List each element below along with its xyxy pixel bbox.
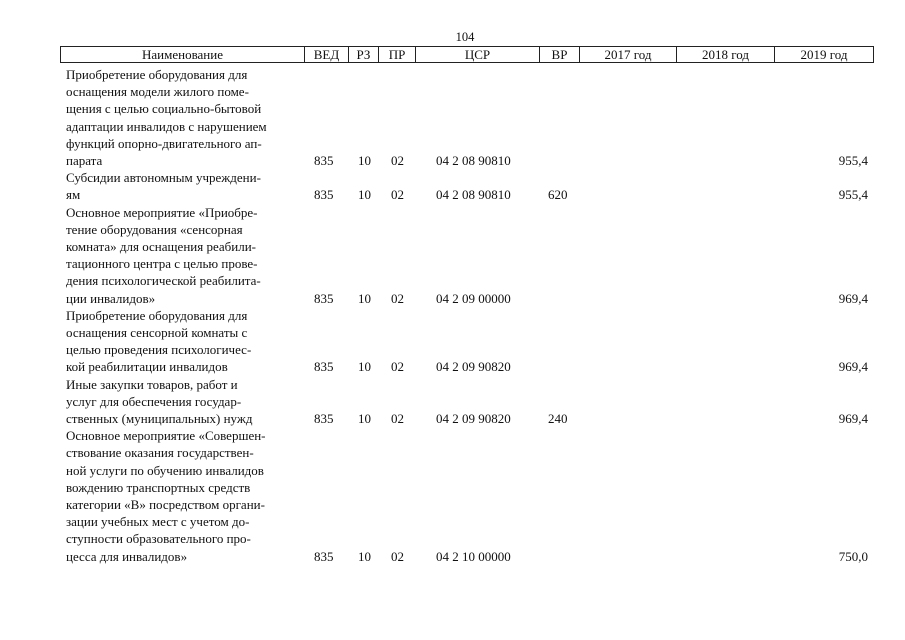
row-name (66, 307, 306, 376)
row-name-line: дения психологической реабилита- (66, 273, 261, 289)
cell-ved: 835 (314, 548, 334, 564)
row-name-line: Субсидии автономным учреждени- (66, 170, 261, 186)
cell-ved: 835 (314, 187, 334, 203)
row-name-line: парата (66, 153, 103, 169)
cell-vr: 240 (548, 410, 568, 426)
cell-ved: 835 (314, 152, 334, 168)
cell-csr: 04 2 09 90820 (436, 359, 511, 375)
row-name (66, 376, 306, 428)
row-name (66, 204, 306, 307)
row-name (66, 66, 306, 169)
header-2019: 2019 год (774, 47, 873, 62)
row-name-line: оснащения модели жилого поме- (66, 84, 249, 100)
table-row (0, 204, 905, 307)
row-name-line: Иные закупки товаров, работ и (66, 376, 238, 392)
cell-2019: 955,4 (838, 152, 868, 168)
row-name-line: адаптации инвалидов с нарушением (66, 118, 267, 134)
row-name-line: тение оборудования «сенсорная (66, 221, 243, 237)
cell-rz: 10 (358, 548, 371, 564)
header-vr: ВР (539, 47, 579, 62)
cell-2019: 955,4 (838, 187, 868, 203)
cell-pr: 02 (391, 548, 404, 564)
row-name-line: услуг для обеспечения государ- (66, 393, 242, 409)
cell-csr: 04 2 09 00000 (436, 290, 511, 306)
row-name-line: Основное мероприятие «Приобре- (66, 204, 258, 220)
row-name-line: ям (66, 187, 81, 203)
page-number: 104 (455, 30, 475, 44)
row-name (66, 169, 306, 203)
cell-pr: 02 (391, 187, 404, 203)
table-row (0, 376, 905, 428)
row-name-line: оснащения сенсорной комнаты с (66, 325, 248, 340)
row-name-line: зации учебных мест с учетом до- (66, 514, 250, 530)
cell-rz: 10 (358, 359, 371, 375)
cell-vr: 620 (548, 187, 568, 203)
table-row (0, 427, 905, 565)
cell-csr: 04 2 08 90810 (436, 152, 511, 168)
cell-pr: 02 (391, 152, 404, 168)
row-name-line: Основное мероприятие «Совершен- (66, 428, 266, 444)
table-row (0, 307, 905, 376)
row-name-line: целью проведения психологичес- (66, 342, 252, 358)
row-name-line: Приобретение оборудования для (66, 307, 248, 323)
cell-2019: 969,4 (838, 359, 868, 375)
cell-rz: 10 (358, 152, 371, 168)
cell-csr: 04 2 08 90810 (436, 187, 511, 203)
table-row (0, 169, 905, 203)
header-rz: РЗ (348, 47, 378, 62)
header-ved: ВЕД (304, 47, 348, 62)
cell-2019: 969,4 (838, 290, 868, 306)
cell-rz: 10 (358, 187, 371, 203)
cell-ved: 835 (314, 359, 334, 375)
row-name-line: тационного центра с целью прове- (66, 256, 258, 272)
cell-csr: 04 2 10 00000 (436, 548, 511, 564)
cell-ved: 835 (314, 290, 334, 306)
cell-pr: 02 (391, 359, 404, 375)
row-name-line: ственных (муниципальных) нужд (66, 411, 253, 426)
table-header (60, 46, 874, 63)
header-pr: ПР (378, 47, 415, 62)
cell-ved: 835 (314, 410, 334, 426)
row-name-line: функций опорно-двигательного ап- (66, 135, 262, 151)
cell-rz: 10 (358, 290, 371, 306)
cell-pr: 02 (391, 410, 404, 426)
table-row (0, 66, 905, 169)
cell-pr: 02 (391, 290, 404, 306)
header-2018: 2018 год (676, 47, 774, 62)
row-name-line: ступности образовательного про- (66, 531, 251, 547)
row-name-line: ной услуги по обучению инвалидов (66, 462, 264, 478)
cell-2019: 750,0 (838, 548, 868, 564)
row-name-line: комната» для оснащения реабили- (66, 239, 257, 254)
row-name-line: категории «В» посредством органи- (66, 497, 265, 512)
header-name: Наименование (142, 47, 223, 62)
header-csr: ЦСР (415, 47, 539, 62)
row-name-line: цесса для инвалидов» (66, 548, 188, 564)
row-name-line: вождению транспортных средств (66, 479, 251, 495)
cell-rz: 10 (358, 410, 371, 426)
row-name-line: щения с целью социально-бытовой (66, 101, 262, 117)
cell-csr: 04 2 09 90820 (436, 410, 511, 426)
row-name-line: кой реабилитации инвалидов (66, 359, 228, 375)
row-name-line: Приобретение оборудования для (66, 67, 248, 82)
row-name-line: ствование оказания государствен- (66, 445, 254, 461)
row-name (66, 427, 306, 565)
row-name-line: ции инвалидов» (66, 290, 156, 306)
cell-2019: 969,4 (838, 410, 868, 426)
header-2017: 2017 год (579, 47, 676, 62)
